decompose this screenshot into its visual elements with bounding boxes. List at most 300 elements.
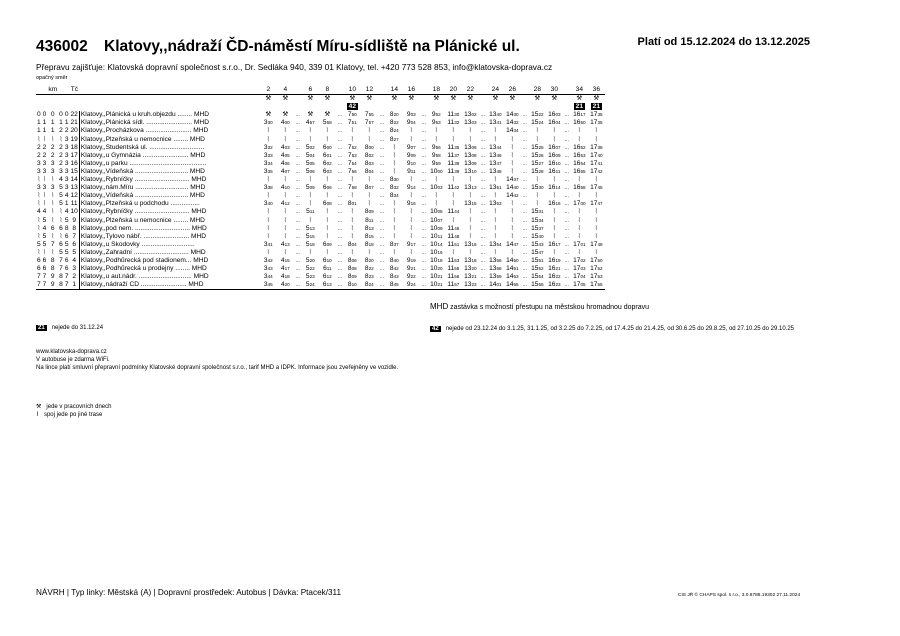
note-badge bbox=[529, 103, 546, 111]
km-value: ⌇ bbox=[37, 224, 41, 232]
separator-cell: ... bbox=[421, 266, 426, 273]
departure-time: $3^{38}$ bbox=[263, 184, 273, 192]
stop-name: Klatovy,,Plánická sídl. ......................... MHD bbox=[80, 119, 209, 127]
departure-time: $8^{13}$ bbox=[364, 224, 374, 232]
hammer-icon bbox=[521, 95, 529, 104]
departure-time: ⌇ bbox=[577, 135, 581, 143]
trip-number: 22 bbox=[462, 86, 479, 95]
separator-cell: ... bbox=[295, 136, 300, 143]
departure-time: ⌇ bbox=[266, 208, 270, 216]
departure-time: ⌇ bbox=[552, 224, 556, 232]
km-value: ⌇ bbox=[59, 232, 63, 240]
separator-cell: ... bbox=[421, 233, 426, 240]
departure-time: $3^{41}$ bbox=[263, 240, 273, 248]
departure-time: $4^{12}$ bbox=[280, 200, 290, 208]
stop-row bbox=[36, 152, 605, 160]
separator-cell: ... bbox=[421, 128, 426, 135]
stop-name: Klatovy,,Tylovo nábř. ......................... MHD bbox=[80, 232, 207, 240]
departure-time: ⌇ bbox=[594, 208, 598, 216]
departure-time: $17^{04}$ bbox=[573, 273, 586, 281]
departure-time: ⌇ bbox=[392, 232, 396, 240]
stop-name: Klatovy,,u aut.nádr. ............................. MHD bbox=[80, 273, 209, 281]
departure-time: ⌇ bbox=[392, 151, 396, 159]
separator-cell: ... bbox=[480, 120, 485, 127]
separator-cell: ... bbox=[421, 241, 426, 248]
separator-cell: ... bbox=[421, 160, 426, 167]
departure-time: $14^{55}$ bbox=[504, 281, 521, 290]
departure-time: ⌇ bbox=[468, 232, 472, 240]
stop-name: Klatovy,,Procházkova ......................... MHD bbox=[80, 127, 209, 135]
tc-value: 8 bbox=[69, 225, 79, 233]
departure-time: ⌇ bbox=[510, 216, 514, 224]
trip-number bbox=[563, 86, 571, 95]
km-value: 2 bbox=[50, 143, 55, 151]
separator-cell: ... bbox=[379, 193, 384, 200]
departure-time: ⌇ bbox=[468, 192, 472, 200]
departure-time: ⌇ bbox=[493, 216, 497, 224]
separator-cell: ... bbox=[564, 168, 569, 175]
departure-time: ⌇ bbox=[535, 135, 539, 143]
separator-cell: ... bbox=[421, 152, 426, 159]
departure-time: $13^{40}$ bbox=[489, 111, 502, 119]
departure-time: ⌇ bbox=[266, 192, 270, 200]
separator-cell: ... bbox=[337, 241, 342, 248]
separator-cell: ... bbox=[421, 274, 426, 281]
departure-time: ⌇ bbox=[409, 135, 413, 143]
departure-time: $4^{00}$ bbox=[280, 119, 290, 127]
departure-time: $4^{10}$ bbox=[280, 184, 290, 192]
departure-time: ⌇ bbox=[510, 135, 514, 143]
km-value: 6 bbox=[59, 240, 63, 248]
km-value: 2 bbox=[59, 127, 63, 135]
departure-time: ⌇ bbox=[325, 176, 329, 184]
departure-time: $16^{07}$ bbox=[548, 143, 561, 151]
departure-time: ⌇ bbox=[451, 192, 455, 200]
km-value: ⌇ bbox=[37, 232, 41, 240]
separator-cell: ... bbox=[480, 193, 485, 200]
separator-cell: ... bbox=[421, 177, 426, 184]
stop-row bbox=[36, 119, 605, 127]
departure-time: $16^{17}$ bbox=[548, 240, 561, 248]
departure-time: $7^{57}$ bbox=[364, 119, 374, 127]
stop-name: Klatovy,,Plzeňská u podchodu ................ bbox=[80, 200, 200, 208]
departure-time: $8^{18}$ bbox=[364, 240, 374, 248]
web-link[interactable]: www.klatovska-doprava.cz bbox=[36, 349, 107, 355]
departure-time: ⌇ bbox=[594, 127, 598, 135]
separator-cell: ... bbox=[522, 241, 527, 248]
departure-time: $14^{40}$ bbox=[506, 184, 519, 192]
km-value: ⌇ bbox=[42, 135, 47, 143]
departure-time: ⌇ bbox=[434, 192, 438, 200]
separator-cell: ... bbox=[421, 201, 426, 208]
km-value: 3 bbox=[64, 184, 69, 192]
km-value: ⌇ bbox=[37, 192, 41, 200]
departure-time: ⌇ bbox=[325, 135, 329, 143]
tc-value: 7 bbox=[69, 233, 79, 241]
stop-name: Klatovy,,pod nem. .............................. MHD bbox=[80, 224, 207, 232]
separator-cell: ... bbox=[480, 233, 485, 240]
departure-time: $8^{00}$ bbox=[364, 143, 374, 151]
separator-cell: ... bbox=[522, 217, 527, 224]
departure-time: $3^{33}$ bbox=[263, 151, 273, 159]
departure-time: $15^{51}$ bbox=[531, 256, 544, 264]
departure-time: $8^{34}$ bbox=[389, 192, 399, 200]
km-value: ⌇ bbox=[42, 192, 47, 200]
stop-row bbox=[36, 225, 605, 233]
separator-cell: ... bbox=[522, 274, 527, 281]
departure-time: $9^{04}$ bbox=[406, 119, 416, 127]
departure-time: $8^{11}$ bbox=[365, 216, 374, 224]
separator-cell: ... bbox=[480, 112, 485, 119]
km-value: 3 bbox=[42, 184, 47, 192]
departure-time: ⚒ bbox=[282, 111, 289, 119]
note-badge bbox=[336, 103, 344, 111]
separator-cell: ... bbox=[564, 152, 569, 159]
km-value: 8 bbox=[50, 265, 55, 273]
stop-row bbox=[36, 273, 605, 281]
hammer-icon: ⚒ bbox=[492, 95, 499, 103]
note-badge: 42 bbox=[348, 103, 356, 111]
departure-time: $17^{00}$ bbox=[573, 200, 586, 208]
departure-time: ⌇ bbox=[594, 232, 598, 240]
conditions-note: Na lince platí smluvní přepravní podmínky Klatovské dopravní společnost s.r.o., tarif MHD a IDPK. Informace jsou zveřejněny ve vozidle. bbox=[36, 365, 399, 371]
km-value: ⌇ bbox=[51, 200, 55, 208]
departure-time: $8^{32}$ bbox=[389, 184, 399, 192]
separator-cell: ... bbox=[564, 112, 569, 119]
departure-time: $3^{34}$ bbox=[263, 159, 273, 167]
departure-time: ⌇ bbox=[468, 208, 472, 216]
separator-cell: ... bbox=[295, 249, 300, 256]
km-value: 2 bbox=[42, 151, 47, 159]
departure-time: $10^{09}$ bbox=[430, 224, 443, 232]
km-value: 0 bbox=[50, 111, 55, 119]
separator-cell: ... bbox=[564, 128, 569, 135]
departure-time: ⌇ bbox=[325, 232, 329, 240]
trip-number: 4 bbox=[277, 86, 294, 95]
separator-cell: ... bbox=[337, 160, 342, 167]
tc-value: 11 bbox=[70, 200, 78, 208]
departure-time: $4^{05}$ bbox=[280, 151, 290, 159]
departure-time: $10^{21}$ bbox=[430, 273, 443, 281]
km-value: 6 bbox=[50, 224, 55, 232]
departure-time: $6^{10}$ bbox=[322, 256, 332, 264]
departure-time: ⌇ bbox=[510, 143, 514, 151]
departure-time: $16^{09}$ bbox=[548, 151, 561, 159]
departure-time: ⌇ bbox=[283, 127, 287, 135]
departure-time: $8^{01}$ bbox=[347, 200, 357, 208]
departure-time: $13^{10}$ bbox=[464, 167, 477, 175]
km-value: 4 bbox=[59, 176, 63, 184]
hammer-icon: ⚒ bbox=[265, 95, 272, 103]
tc-value: 14 bbox=[70, 176, 78, 184]
departure-time: $5^{13}$ bbox=[305, 224, 315, 232]
badge-42-text: nejede od 23.12.24 do 3.1.25, 31.1.25, od 3.2.25 do 7.2.25, od 17.4.25 do 21.4.25, od 30.6.25 do 29.8.25, od 27.10.25 do 29.10.25 bbox=[445, 326, 795, 332]
separator-cell: ... bbox=[295, 144, 300, 151]
departure-time: ⌇ bbox=[266, 176, 270, 184]
separator-cell: ... bbox=[522, 112, 527, 119]
departure-time: $17^{05}$ bbox=[571, 281, 588, 290]
departure-time: $8^{22}$ bbox=[389, 119, 399, 127]
empty-cell bbox=[47, 95, 58, 104]
km-value: 3 bbox=[37, 159, 41, 167]
note-badge bbox=[428, 103, 445, 111]
departure-time: ⌇ bbox=[409, 224, 413, 232]
badge-row bbox=[36, 103, 605, 111]
separator-cell: ... bbox=[564, 241, 569, 248]
note-badge bbox=[462, 103, 479, 111]
trip-number bbox=[336, 86, 344, 95]
tc-value: 16 bbox=[70, 159, 78, 167]
trip-number bbox=[420, 86, 428, 95]
departure-time: ⌇ bbox=[594, 176, 598, 184]
departure-time: $9^{11}$ bbox=[407, 167, 416, 175]
departure-time: $6^{09}$ bbox=[322, 240, 332, 248]
separator-cell: ... bbox=[337, 168, 342, 175]
tc-value: 2 bbox=[69, 273, 79, 281]
separator-cell: ... bbox=[379, 185, 384, 192]
separator-cell: ... bbox=[379, 209, 384, 216]
hammer-icon bbox=[420, 95, 428, 104]
departure-time: $8^{45}$ bbox=[386, 281, 403, 290]
note-badge bbox=[378, 103, 386, 111]
departure-time: ⌇ bbox=[434, 127, 438, 135]
separator-cell: ... bbox=[522, 128, 527, 135]
departure-time: $14^{42}$ bbox=[506, 192, 519, 200]
departure-time: ⌇ bbox=[510, 151, 514, 159]
departure-time: $4^{03}$ bbox=[280, 143, 290, 151]
departure-time: ⌇ bbox=[283, 232, 287, 240]
separator-cell: ... bbox=[522, 160, 527, 167]
stop-name: Klatovy,,u Gymnázia ......................... MHD bbox=[80, 151, 206, 159]
departure-time: $16^{17}$ bbox=[573, 111, 586, 119]
hammer-icon: ⚒ bbox=[450, 95, 457, 103]
departure-time: $15^{43}$ bbox=[531, 240, 544, 248]
badge-21-text: nejede do 31.12.24 bbox=[51, 325, 104, 331]
stop-row bbox=[36, 257, 605, 265]
departure-time: ⌇ bbox=[510, 159, 514, 167]
note-badge bbox=[386, 103, 403, 111]
departure-time: ⌇ bbox=[451, 248, 455, 256]
separator-cell: ... bbox=[522, 185, 527, 192]
separator-cell: ... bbox=[295, 160, 300, 167]
km-value: 9 bbox=[50, 273, 55, 281]
departure-time: $10^{00}$ bbox=[430, 167, 443, 175]
km-value: 4 bbox=[42, 208, 47, 216]
departure-time: ⌇ bbox=[308, 216, 312, 224]
stop-name: Klatovy,,Plzeňská u nemocnice ........ MHD bbox=[80, 135, 205, 143]
trip-number bbox=[479, 86, 487, 95]
hammer-icon: ⚒ bbox=[509, 95, 516, 103]
separator-cell: ... bbox=[337, 193, 342, 200]
departure-time: $16^{21}$ bbox=[548, 265, 561, 273]
separator-cell: ... bbox=[564, 160, 569, 167]
separator-cell: ... bbox=[379, 177, 384, 184]
hammer-icon bbox=[336, 95, 344, 104]
separator-cell: ... bbox=[295, 217, 300, 224]
departure-time: ⌇ bbox=[535, 200, 539, 208]
departure-time: ⌇ bbox=[266, 224, 270, 232]
departure-time: $8^{24}$ bbox=[389, 127, 399, 135]
km-value: 2 bbox=[50, 151, 55, 159]
separator-cell: ... bbox=[480, 249, 485, 256]
departure-time: $4^{18}$ bbox=[280, 273, 290, 281]
km-value: 3 bbox=[64, 143, 69, 151]
departure-time: $17^{42}$ bbox=[590, 167, 603, 175]
departure-time: $3^{45}$ bbox=[260, 281, 277, 290]
departure-time: $3^{44}$ bbox=[263, 273, 273, 281]
departure-time: $8^{06}$ bbox=[347, 256, 357, 264]
departure-time: $15^{34}$ bbox=[531, 216, 544, 224]
separator-cell: ... bbox=[337, 249, 342, 256]
departure-time: ⌇ bbox=[367, 127, 371, 135]
empty-cell bbox=[79, 95, 260, 104]
departure-time: ⌇ bbox=[308, 127, 312, 135]
stop-row bbox=[36, 136, 605, 144]
departure-time: ⌇ bbox=[392, 167, 396, 175]
km-value: ⌇ bbox=[51, 135, 55, 143]
separator-cell: ... bbox=[480, 144, 485, 151]
departure-time: ⌇ bbox=[308, 192, 312, 200]
hammer-icon: ⚒ bbox=[534, 95, 541, 103]
km-header: km bbox=[48, 86, 58, 93]
separator-cell: ... bbox=[295, 266, 300, 273]
departure-time: $13^{03}$ bbox=[464, 119, 477, 127]
departure-time: ⌇ bbox=[493, 192, 497, 200]
departure-time: $5^{58}$ bbox=[322, 119, 332, 127]
departure-time: $5^{11}$ bbox=[306, 208, 315, 216]
km-value: 6 bbox=[42, 265, 47, 273]
departure-time: ⌇ bbox=[350, 135, 354, 143]
departure-time: ⌇ bbox=[552, 232, 556, 240]
hammer-icon: ⚒ bbox=[576, 95, 583, 103]
stop-row bbox=[36, 160, 605, 168]
departure-time: ⌇ bbox=[409, 176, 413, 184]
reverse-direction-label: opačný směr bbox=[36, 75, 68, 81]
departure-time: $5^{15}$ bbox=[305, 232, 315, 240]
trip-number bbox=[294, 86, 302, 95]
departure-time: $11^{37}$ bbox=[447, 151, 460, 159]
km-value: 5 bbox=[42, 232, 47, 240]
symbol-row bbox=[36, 95, 605, 104]
separator-cell: ... bbox=[379, 257, 384, 264]
separator-cell: ... bbox=[564, 193, 569, 200]
departure-time: ⌇ bbox=[451, 200, 455, 208]
separator-cell: ... bbox=[522, 225, 527, 232]
departure-time: $13^{13}$ bbox=[464, 184, 477, 192]
departure-time: $14^{32}$ bbox=[506, 119, 519, 127]
departure-time: $8^{09}$ bbox=[364, 208, 374, 216]
km-value: 3 bbox=[59, 167, 63, 175]
departure-time: ⌇ bbox=[434, 176, 438, 184]
departure-time: $13^{46}$ bbox=[489, 151, 502, 159]
km-value: 3 bbox=[50, 184, 55, 192]
departure-time: ⌇ bbox=[367, 176, 371, 184]
departure-time: $7^{58}$ bbox=[347, 184, 357, 192]
departure-time: $8^{22}$ bbox=[364, 265, 374, 273]
departure-time: ⌇ bbox=[468, 127, 472, 135]
stop-row bbox=[36, 200, 605, 208]
stop-name: Klatovy,,u Škodovky ............................. bbox=[80, 240, 195, 248]
departure-time: $17^{52}$ bbox=[590, 265, 603, 273]
departure-time: $16^{23}$ bbox=[546, 281, 563, 290]
separator-cell: ... bbox=[421, 112, 426, 119]
separator-cell: ... bbox=[337, 217, 342, 224]
departure-time: $11^{56}$ bbox=[447, 273, 460, 281]
km-value: 8 bbox=[59, 273, 63, 281]
departure-time: $15^{54}$ bbox=[531, 273, 544, 281]
departure-time: ⚒ bbox=[265, 111, 272, 119]
departure-time: ⌇ bbox=[552, 208, 556, 216]
departure-time: $16^{58}$ bbox=[573, 184, 586, 192]
departure-time: $7^{53}$ bbox=[347, 151, 357, 159]
km-value: ⌇ bbox=[59, 208, 63, 216]
departure-time: ⌇ bbox=[535, 127, 539, 135]
trip-number: 12 bbox=[361, 86, 378, 95]
departure-time: $3^{32}$ bbox=[263, 143, 273, 151]
departure-time: ⌇ bbox=[283, 224, 287, 232]
separator-cell: ... bbox=[480, 209, 485, 216]
separator-cell: ... bbox=[522, 282, 527, 289]
separator-cell: ... bbox=[379, 249, 384, 256]
departure-time: $9^{19}$ bbox=[406, 256, 416, 264]
separator-cell: ... bbox=[379, 144, 384, 151]
departure-time: $17^{48}$ bbox=[590, 240, 603, 248]
km-value: 3 bbox=[64, 151, 69, 159]
km-value: 3 bbox=[42, 159, 47, 167]
tc-value: 13 bbox=[70, 184, 78, 192]
hammer-icon: ⚒ bbox=[408, 95, 415, 103]
departure-time: ⌇ bbox=[493, 135, 497, 143]
km-value: 7 bbox=[59, 265, 63, 273]
separator-cell: ... bbox=[379, 225, 384, 232]
departure-time: $15^{56}$ bbox=[529, 281, 546, 290]
departure-time: $13^{51}$ bbox=[489, 184, 502, 192]
separator-cell: ... bbox=[564, 209, 569, 216]
departure-time: ⌇ bbox=[325, 248, 329, 256]
stop-row bbox=[36, 281, 605, 290]
departure-time: ⌇ bbox=[325, 192, 329, 200]
departure-time: $8^{04}$ bbox=[364, 167, 374, 175]
separator-cell: ... bbox=[379, 201, 384, 208]
separator-cell: ... bbox=[337, 233, 342, 240]
departure-time: $9^{24}$ bbox=[403, 281, 420, 290]
separator-cell: ... bbox=[522, 201, 527, 208]
stop-name: Klatovy,,Vídeňská ............................. MHD bbox=[80, 192, 205, 200]
km-value: ⌇ bbox=[37, 248, 41, 256]
departure-time: ⌇ bbox=[325, 208, 329, 216]
departure-time: $11^{48}$ bbox=[447, 232, 460, 240]
departure-time: $4^{17}$ bbox=[280, 265, 290, 273]
departure-time: $8^{30}$ bbox=[389, 176, 399, 184]
separator-cell: ... bbox=[564, 225, 569, 232]
departure-time: ⌇ bbox=[283, 192, 287, 200]
separator-cell: ... bbox=[522, 136, 527, 143]
km-value: 7 bbox=[50, 240, 55, 248]
departure-time: ⌇ bbox=[552, 176, 556, 184]
departure-time: $13^{58}$ bbox=[489, 265, 502, 273]
km-value: 5 bbox=[37, 240, 41, 248]
separator-cell: ... bbox=[564, 266, 569, 273]
departure-time: ⌇ bbox=[510, 232, 514, 240]
separator-cell: ... bbox=[337, 128, 342, 135]
stop-row bbox=[36, 233, 605, 241]
stop-name: Klatovy,,Podhůrecká pod stadionem... MHD bbox=[80, 256, 209, 264]
departure-time: $14^{37}$ bbox=[506, 176, 519, 184]
trip-number: 8 bbox=[319, 86, 336, 95]
km-value: 7 bbox=[64, 281, 69, 289]
separator-cell: ... bbox=[379, 120, 384, 127]
departure-time: $14^{30}$ bbox=[506, 111, 519, 119]
